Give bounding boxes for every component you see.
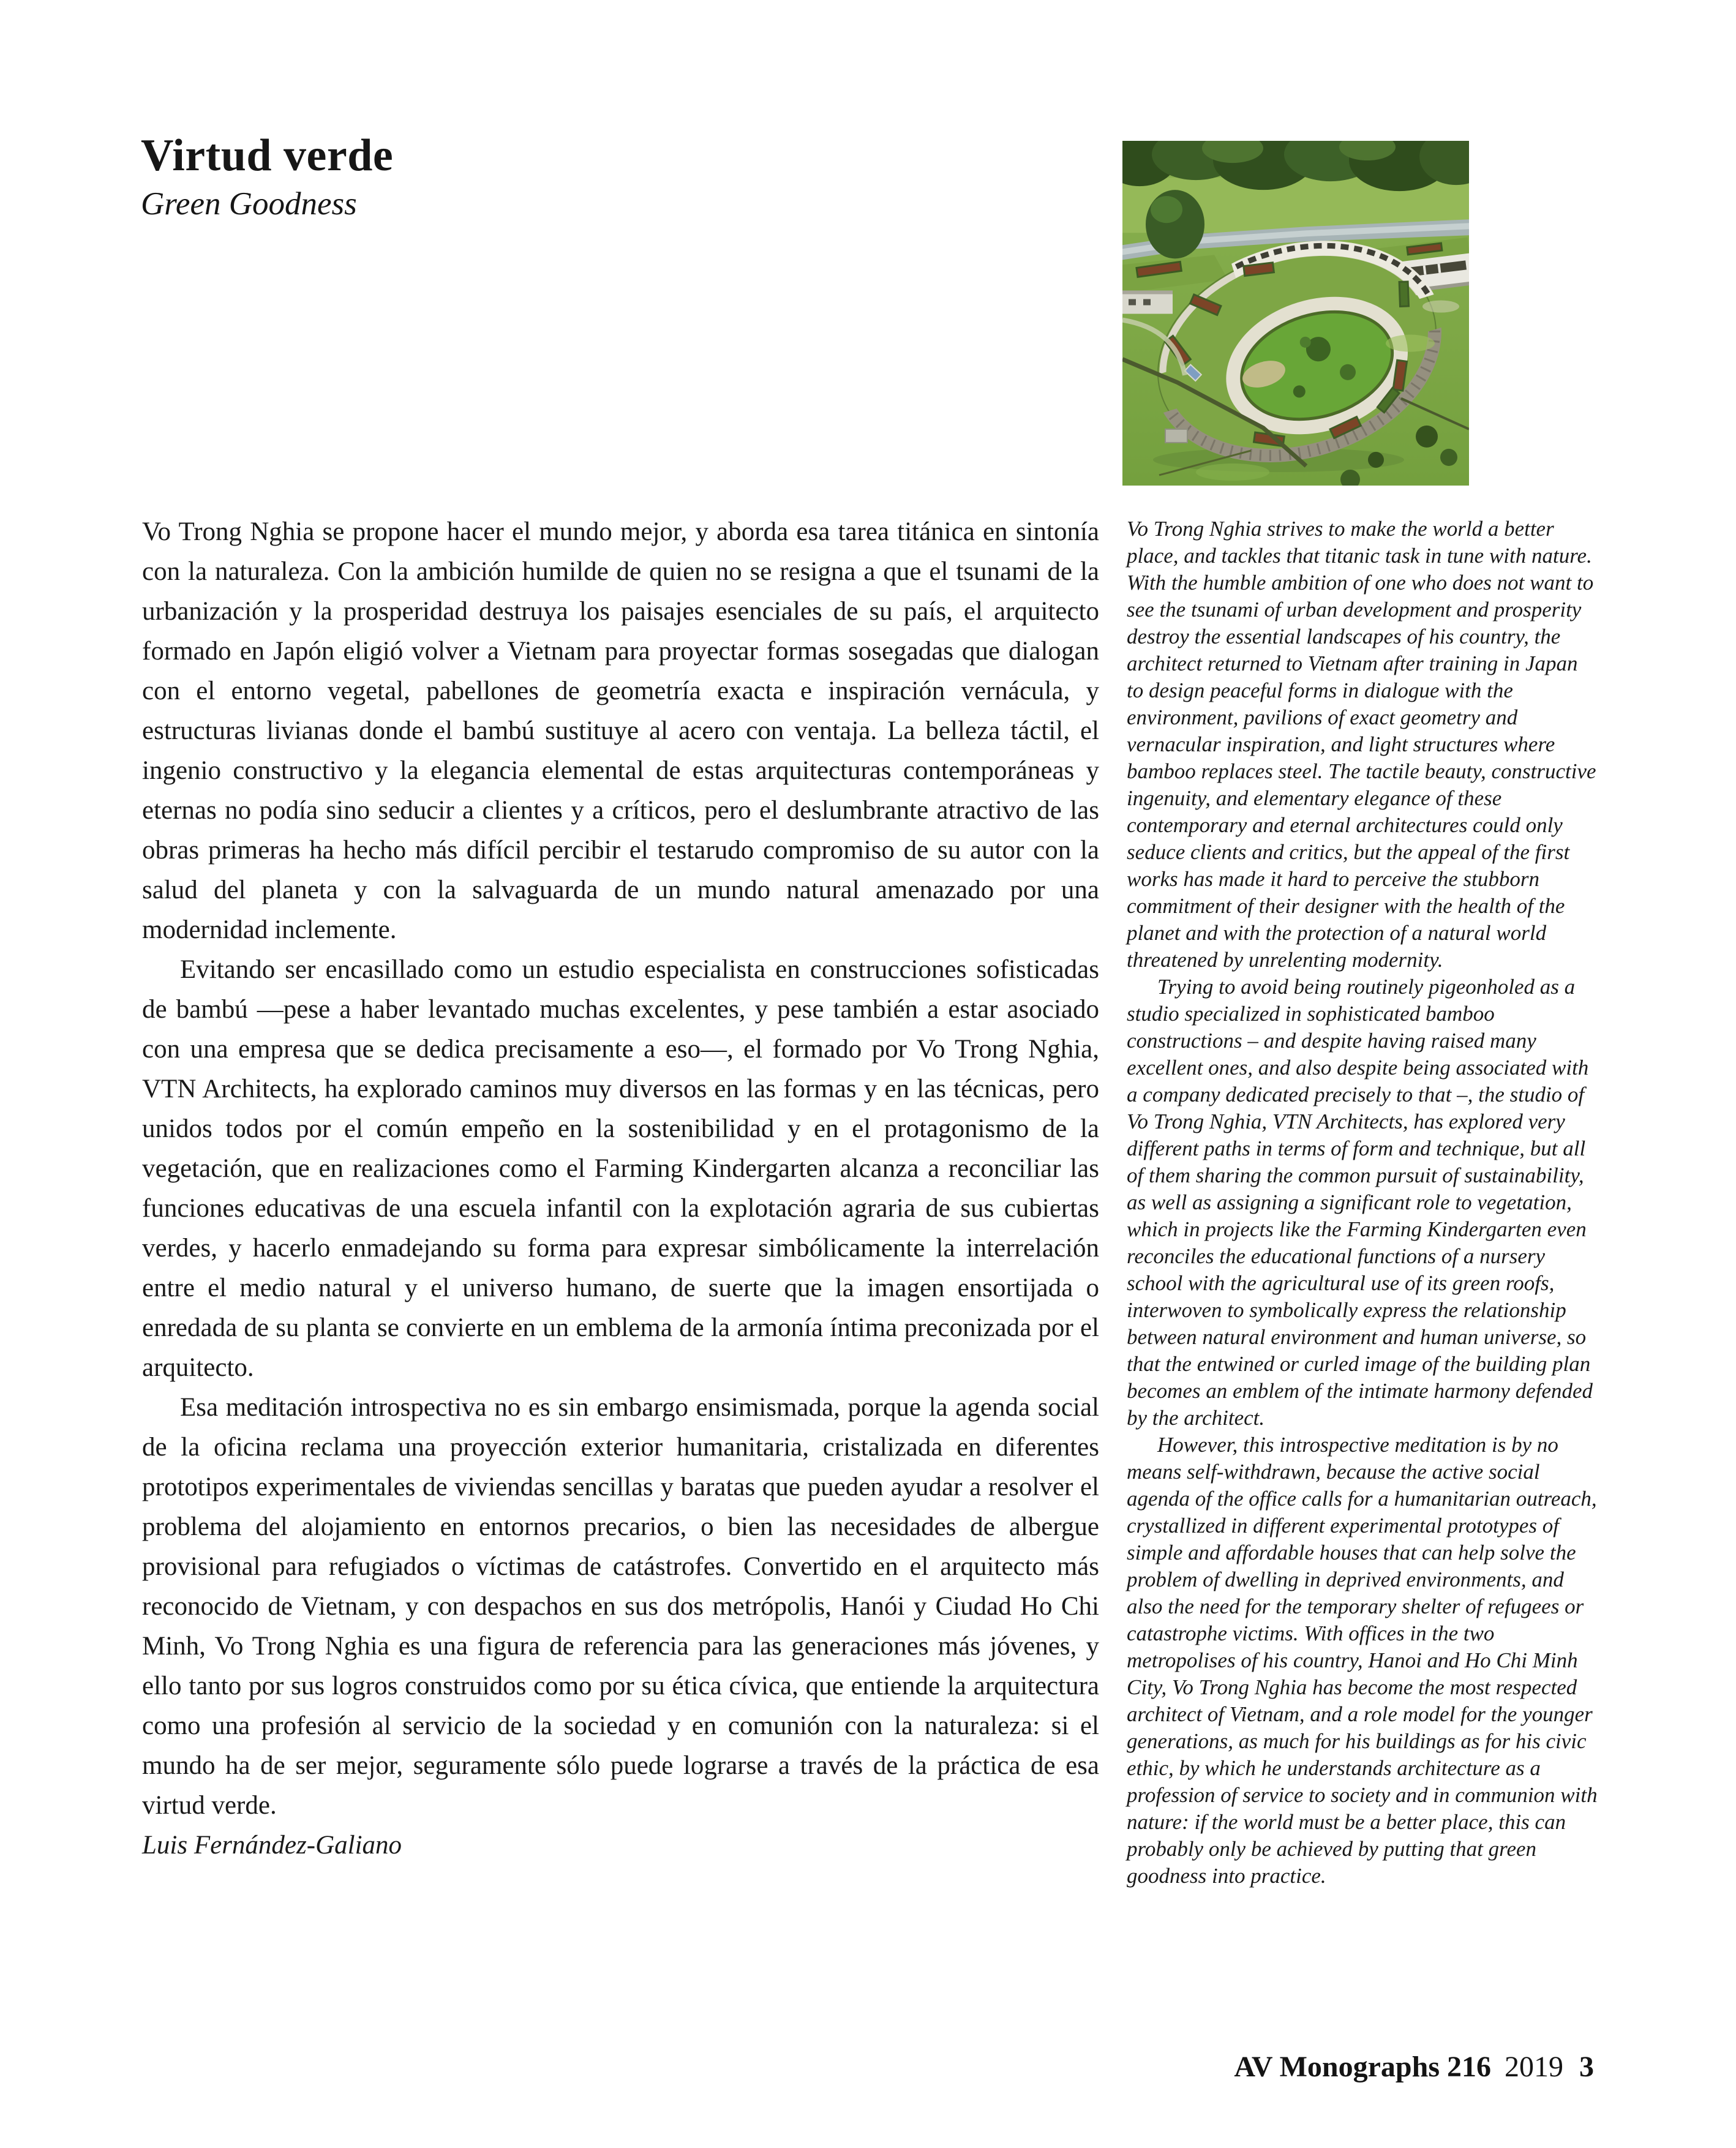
english-paragraph-2: Trying to avoid being routinely pigeonholed as a studio specialized in sophisticated bamboo constructions – and despite having raised many excellent ones, and also despite being associated with a company dedicated precisely to that –, the studio of Vo Trong Nghia, VTN Architects, has explored very different paths in terms of form and technique, but all of them sharing the common pursuit of sustainability, as well as assigning a significant role to vegetation, which in projects like the Farming Kindergarten even reconciles the educational functions of a nursery school with the agricultural use of its green roofs, interwoven to symbolically express the relationship between natural environment and human universe, so that the entwined or curled image of the building plan becomes an emblem of the intimate harmony defended by the architect.	[1127, 975, 1593, 1430]
english-text-column	[1127, 516, 1598, 1890]
masthead	[141, 132, 393, 222]
article-title-english: Green Goodness	[141, 186, 357, 222]
spanish-paragraph-3: Esa meditación introspectiva no es sin embargo ensimismada, porque la agenda social de la oficina reclama una proyección exterior humanitaria, cristalizada en diferentes prototipos experimentales de viviendas sencillas y baratas que pueden ayudar a resolver el problema del alojamiento en entornos precarios, o bien las necesidades de albergue provisional para refugiados o víctimas de catástrofes. Convertido en el arquitecto más reconocido de Vietnam, y con despachos en sus dos metrópolis, Hanói y Ciudad Ho Chi Minh, Vo Trong Nghia es una figura de referencia para las generaciones más jóvenes, y ello tanto por sus logros construidos como por su ética cívica, que entiende la arquitectura como una profesión al servicio de la sociedad y en comunión con la naturaleza: si el mundo ha de ser mejor, seguramente sólo puede lograrse a través de la práctica de esa virtud verde.	[142, 1393, 1099, 1820]
page-number: 3	[1579, 2051, 1594, 2083]
article-title-spanish: Virtud verde	[141, 130, 394, 181]
english-paragraph-1: Vo Trong Nghia strives to make the world a better place, and tackles that titanic task in tune with nature. With the humble ambition of one who does not want to see the tsunami of urban development and prosperity destroy the essential landscapes of his country, the architect returned to Vietnam after training in Japan to design peaceful forms in dialogue with the environment, pavilions of exact geometry and vernacular inspiration, and light structures where bamboo replaces steel. The tactile beauty, constructive ingenuity, and elementary elegance of these contemporary and eternal architectures could only seduce clients and critics, but the appeal of the first works has made it hard to perceive the stubborn commitment of their designer with the health of the planet and with the protection of a natural world threatened by unrelenting modernity.	[1127, 517, 1596, 972]
spanish-text-column	[142, 512, 1099, 1865]
journal-title: AV Monographs 216	[1234, 2051, 1491, 2083]
page-footer	[1234, 2052, 1594, 2082]
spanish-paragraph-1: Vo Trong Nghia se propone hacer el mundo mejor, y aborda esa tarea titánica en sintonía con la naturaleza. Con la ambición humilde de quien no se resigna a que el tsunami de la urbanización y la prosperidad destruya los paisajes esenciales de su país, el arquitecto formado en Japón eligió volver a Vietnam para proyectar formas sosegadas que dialogan con el entorno vegetal, pabellones de geometría exacta e inspiración vernácula, y estructuras livianas donde el bambú sustituye al acero con ventaja. La belleza táctil, el ingenio constructivo y la elegancia elemental de estas arquitecturas contemporáneas y eternas no podía sino seducir a clientes y a críticos, pero el deslumbrante atractivo de las obras primeras ha hecho más difícil percibir el testarudo compromiso de su autor con la salud del planeta y con la salvaguarda de un mundo natural amenazado por una modernidad inclemente.	[142, 517, 1099, 944]
farming-kindergarten-photo-illustration	[1122, 141, 1469, 486]
author-signature: Luis Fernández-Galiano	[142, 1831, 402, 1860]
aerial-photo-farming-kindergarten	[1122, 141, 1469, 486]
spanish-paragraph-2: Evitando ser encasillado como un estudio especialista en construcciones sofisticadas de bambú —pese a haber levantado muchas excelentes, y pese también a estar asociado con una empresa que se dedica precisamente a eso—, el formado por Vo Trong Nghia, VTN Architects, ha explorado caminos muy diversos en las formas y en las técnicas, pero unidos todos por el común empeño en la sostenibilidad y en el protagonismo de la vegetación, que en realizaciones como el Farming Kindergarten alcanza a reconciliar las funciones educativas de una escuela infantil con la explotación agraria de sus cubiertas verdes, y hacerlo enmadejando su forma para expresar simbólicamente la interrelación entre el medio natural y el universo humano, de suerte que la imagen ensortijada o enredada de su planta se convierte en un emblema de la armonía íntima preconizada por el arquitecto.	[142, 955, 1099, 1382]
english-paragraph-3: However, this introspective meditation is by no means self-withdrawn, because the active social agenda of the office calls for a humanitarian outreach, crystallized in different experimental prototypes of simple and affordable houses that can help solve the problem of dwelling in deprived environments, and also the need for the temporary shelter of refugees or catastrophe victims. With offices in the two metropolises of his country, Hanoi and Ho Chi Minh City, Vo Trong Nghia has become the most respected architect of Vietnam, and a role model for the younger generations, as much for his buildings as for his civic ethic, by which he understands architecture as a profession of service to society and in communion with nature: if the world must be a better place, this can probably only be achieved by putting that green goodness into practice.	[1127, 1433, 1598, 1888]
footer-year: 2019	[1505, 2051, 1563, 2083]
